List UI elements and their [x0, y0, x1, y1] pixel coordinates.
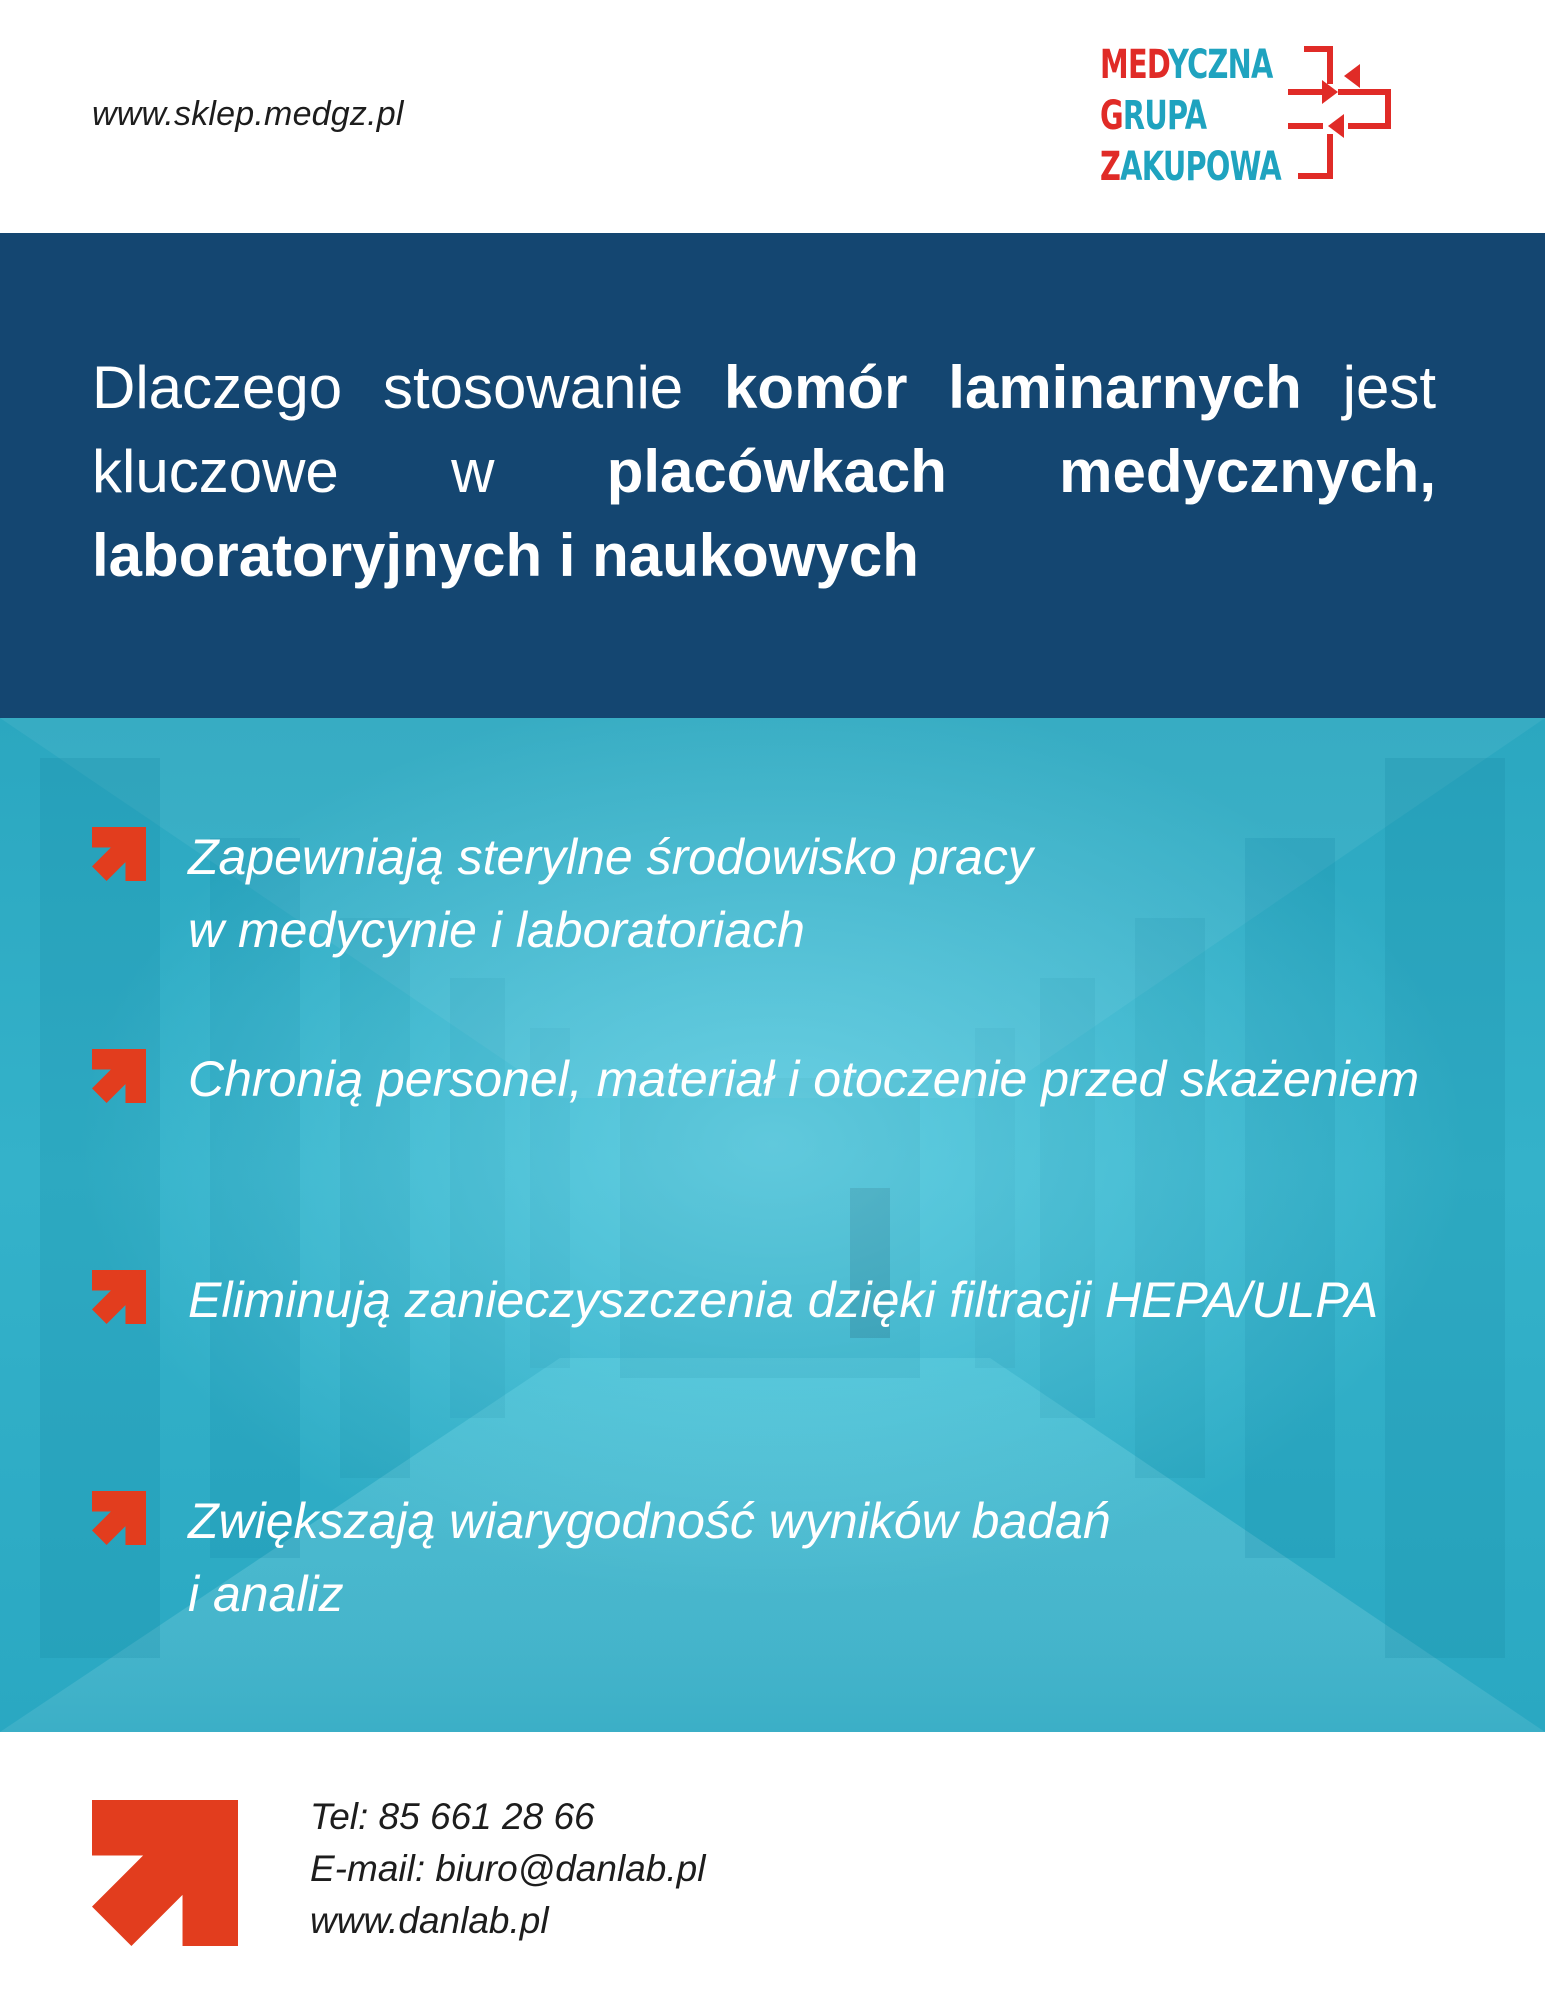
company-website-link[interactable]: www.danlab.pl	[310, 1900, 549, 1941]
diagonal-arrow-icon	[92, 1800, 238, 1946]
diagonal-arrow-icon	[92, 1491, 146, 1545]
benefit-item-filtration	[92, 1264, 1437, 1424]
logo-wordmark: MEDYCZNA GRUPA ZAKUPOWA	[1100, 42, 1281, 190]
contact-info	[310, 1791, 705, 1947]
benefit-text: Eliminują zanieczyszczenia dzięki filtracji HEPA/ULPA	[188, 1272, 1379, 1328]
diagonal-arrow-icon	[92, 827, 146, 881]
benefit-text: Chronią personel, materiał i otoczenie przed skażeniem	[188, 1051, 1420, 1107]
shop-website-link[interactable]: www.sklep.medgz.pl	[92, 95, 404, 133]
benefit-text: Zapewniają sterylne środowisko pracy w medycynie i laboratoriach	[188, 829, 1033, 958]
benefit-item-protection	[92, 1043, 1437, 1203]
page-title: Dlaczego stosowanie komór laminarnych jest kluczowe w placówkach medycznych, laboratoryjnych i naukowych	[92, 354, 1437, 589]
benefit-text: Zwiększają wiarygodność wyników badań i analiz	[188, 1493, 1111, 1622]
email-address[interactable]: E-mail: biuro@danlab.pl	[310, 1848, 706, 1889]
diagonal-arrow-icon	[92, 1270, 146, 1324]
diagonal-arrow-icon	[92, 1049, 146, 1103]
phone-number[interactable]: Tel: 85 661 28 66	[310, 1796, 595, 1837]
benefit-item-reliability	[92, 1485, 1437, 1645]
medical-cross-arrows-icon	[1278, 46, 1398, 181]
medyczna-grupa-zakupowa-logo	[1100, 40, 1400, 200]
benefits-panel	[0, 718, 1545, 1732]
benefit-item-sterile-environment	[92, 821, 1437, 981]
